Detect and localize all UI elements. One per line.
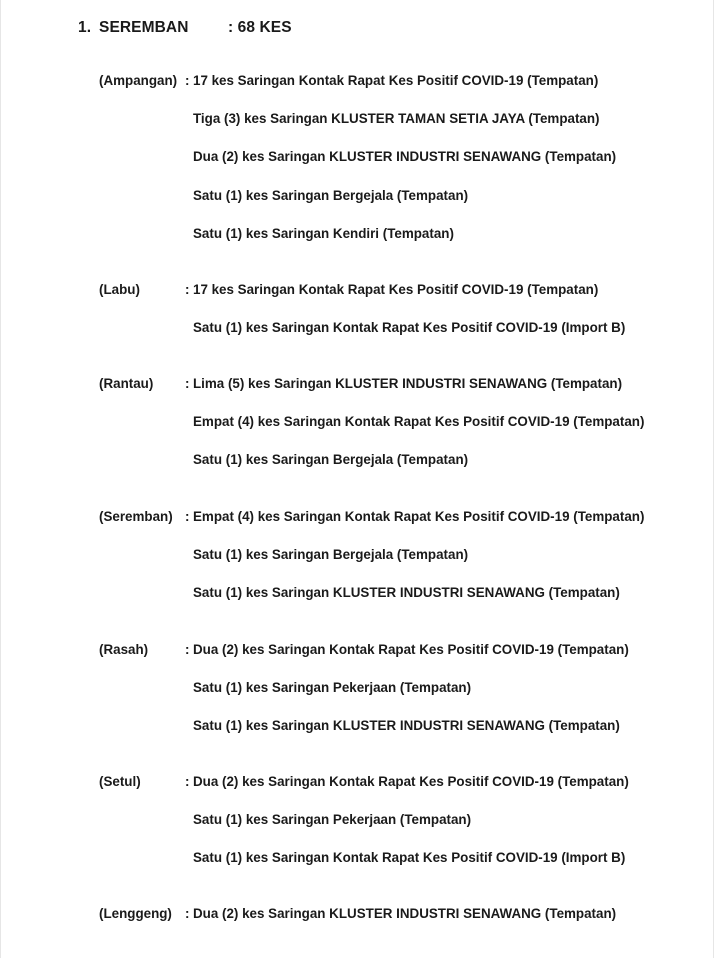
area-colon: : — [185, 509, 190, 524]
case-entry: Lima (5) kes Saringan KLUSTER INDUSTRI SENAWANG (Tempatan) — [193, 376, 623, 391]
case-entry: Satu (1) kes Saringan Pekerjaan (Tempatan) — [193, 812, 472, 828]
case-entry: Satu (1) kes Saringan Bergejala (Tempatan) — [193, 547, 469, 563]
area-label: (Rasah) — [99, 642, 149, 657]
case-entry: Satu (1) kes Saringan Bergejala (Tempatan) — [193, 452, 469, 468]
heading-district: SEREMBAN — [99, 19, 189, 36]
case-entry: Satu (1) kes Saringan Kontak Rapat Kes Positif COVID-19 (Import B) — [193, 850, 626, 866]
case-entry: Tiga (3) kes Saringan KLUSTER TAMAN SETIA JAYA (Tempatan) — [193, 111, 600, 127]
area-label: (Seremban) — [99, 509, 173, 524]
area-colon: : — [185, 642, 190, 657]
case-entry: Satu (1) kes Saringan Pekerjaan (Tempatan) — [193, 680, 472, 696]
area-label: (Labu) — [99, 282, 140, 297]
case-entry: 17 kes Saringan Kontak Rapat Kes Positif COVID-19 (Tempatan) — [193, 73, 599, 88]
case-entry: Dua (2) kes Saringan Kontak Rapat Kes Positif COVID-19 (Tempatan) — [193, 774, 629, 789]
area-label: (Lenggeng) — [99, 906, 172, 921]
heading-total: : 68 KES — [228, 19, 292, 36]
case-entry: Satu (1) kes Saringan KLUSTER INDUSTRI SENAWANG (Tempatan) — [193, 718, 620, 734]
case-entry: Satu (1) kes Saringan Kontak Rapat Kes Positif COVID-19 (Import B) — [193, 320, 626, 336]
case-entry: Satu (1) kes Saringan Kendiri (Tempatan) — [193, 225, 454, 241]
case-entry: Satu (1) kes Saringan Bergejala (Tempatan) — [193, 187, 469, 203]
area-colon: : — [185, 906, 190, 921]
area-colon: : — [185, 376, 190, 391]
area-colon: : — [185, 73, 190, 88]
heading-number: 1. — [78, 19, 92, 36]
area-label: (Setul) — [99, 774, 141, 789]
case-entry: Satu (1) kes Saringan KLUSTER INDUSTRI SENAWANG (Tempatan) — [193, 585, 620, 601]
case-entry: Empat (4) kes Saringan Kontak Rapat Kes Positif COVID-19 (Tempatan) — [193, 509, 645, 524]
case-entry: Dua (2) kes Saringan KLUSTER INDUSTRI SENAWANG (Tempatan) — [193, 149, 617, 165]
case-entry: 17 kes Saringan Kontak Rapat Kes Positif COVID-19 (Tempatan) — [193, 282, 599, 297]
area-colon: : — [185, 282, 190, 297]
area-label: (Ampangan) — [99, 73, 178, 88]
area-colon: : — [185, 774, 190, 789]
case-entry: Dua (2) kes Saringan KLUSTER INDUSTRI SENAWANG (Tempatan) — [193, 906, 617, 921]
case-entry: Empat (4) kes Saringan Kontak Rapat Kes Positif COVID-19 (Tempatan) — [193, 414, 645, 430]
case-entry: Dua (2) kes Saringan Kontak Rapat Kes Positif COVID-19 (Tempatan) — [193, 642, 629, 657]
area-label: (Rantau) — [99, 376, 154, 391]
